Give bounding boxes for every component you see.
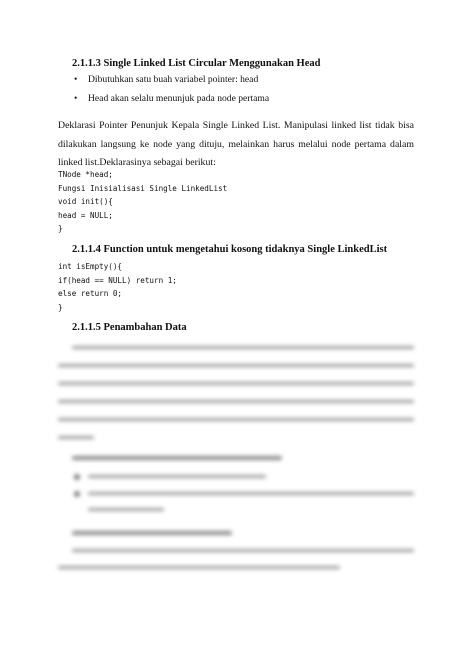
blurred-text-line (58, 364, 414, 367)
blurred-text-line (58, 382, 414, 385)
code-line: } (58, 224, 63, 233)
blurred-text-line (72, 549, 414, 552)
blurred-text-line (58, 436, 94, 439)
bullet-icon: • (74, 93, 78, 104)
section-heading: 2.1.1.5 Penambahan Data (72, 322, 187, 333)
bullet-icon: • (74, 74, 78, 85)
code-line: head = NULL; (58, 210, 113, 220)
bullet-item: • Dibutuhkan satu buah variabel pointer: head (74, 74, 259, 85)
blurred-text-line (72, 346, 414, 349)
blurred-text-line (88, 508, 164, 511)
code-block (58, 260, 177, 314)
code-line: if(head == NULL) return 1; (58, 275, 177, 285)
blurred-text-line (88, 475, 266, 478)
code-line: } (58, 302, 63, 312)
blurred-bullet-icon (74, 474, 80, 480)
blurred-bullet-icon (74, 491, 80, 497)
bullet-item: • Head akan selalu menunjuk pada node pertama (74, 93, 270, 104)
paragraph: Deklarasi Pointer Penunjuk Kepala Single Linked List. Manipulasi linked list tidak bisa dilakukan langsung ke node yang dituju, melainkan harus melalui node pertama dalam linked list.Deklarasinya sebagai berikut: (58, 120, 414, 168)
blurred-heading (72, 456, 282, 460)
code-line: TNode *head; (58, 170, 113, 179)
blurred-text-line (58, 418, 414, 421)
blurred-text-line (88, 492, 414, 495)
blurred-text-line (58, 566, 340, 569)
section-heading: 2.1.1.3 Single Linked List Circular Menggunakan Head (72, 58, 321, 69)
code-line: else return 0; (58, 289, 123, 298)
section-heading: 2.1.1.4 Function untuk mengetahui kosong tidaknya Single LinkedList (72, 244, 388, 255)
blurred-text-line (58, 400, 414, 403)
code-line: Fungsi Inisialisasi Single LinkedList (58, 183, 228, 193)
code-line: int isEmpty(){ (58, 262, 123, 271)
blurred-heading (72, 531, 232, 535)
code-line: void init(){ (58, 197, 113, 206)
code-block (58, 168, 227, 236)
